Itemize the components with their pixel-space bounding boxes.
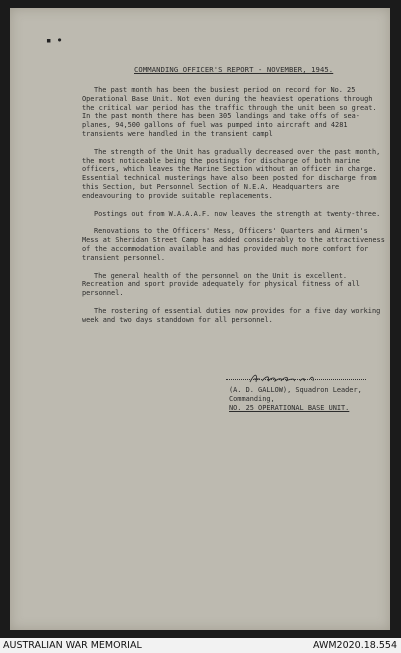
report-page bbox=[10, 8, 390, 630]
archive-footer bbox=[0, 638, 401, 653]
paragraph: The general health of the personnel on the Unit is excellent. Recreation and sport provide adequately for physical fitness of all personnel. bbox=[82, 271, 360, 298]
signatory-unit: NO. 25 OPERATIONAL BASE UNIT. bbox=[229, 403, 350, 412]
archive-id: AWM2020.18.554 bbox=[312, 640, 397, 651]
paragraph: The past month has been the busiest period on record for No. 25 Operational Base Unit. Not even during the heaviest operations through the critical war period has the traffic through the unit been so great. In the past month there has been 305 landings and take offs of sea-planes, 94,500 gallons of fuel was pumped into aircraft and 4281 transients were handled in the transient campl bbox=[82, 86, 377, 138]
report-body bbox=[82, 86, 386, 334]
paragraph: The rostering of essential duties now provides for a five day working week and two days standdown for all personnel. bbox=[82, 306, 381, 324]
paragraph: The strength of the Unit has gradually decreased over the past month, the most noticeable being the postings for discharge of both marine officers, which leaves the Marine Section without an officer in charge. Essential technical musterings have also been posted for discharge from this Section, but Personnel Section of N.E.A. Headquarters are endeavouring to provide suitable replacements. bbox=[82, 147, 381, 200]
archive-name: AUSTRALIAN WAR MEMORIAL bbox=[3, 640, 142, 651]
signature-dotted-line bbox=[226, 379, 366, 380]
report-title: COMMANDING OFFICER'S REPORT - NOVEMBER, 1945. bbox=[134, 65, 334, 74]
signature-block bbox=[229, 386, 362, 412]
signatory-role: Commanding, bbox=[229, 394, 275, 403]
signatory-name: (A. D. GALLOW), Squadron Leader, bbox=[229, 386, 362, 394]
paragraph: Renovations to the Officers' Mess, Officers' Quarters and Airmen's Mess at Sheridan Street Camp has added considerably to the attractiveness of the accommodation available and has provided much more comfort for transient personnel. bbox=[82, 227, 385, 262]
paragraph: Postings out from W.A.A.A.F. now leaves the strength at twenty-three. bbox=[94, 209, 381, 218]
corner-mark: ▪ ∙ bbox=[46, 36, 63, 46]
